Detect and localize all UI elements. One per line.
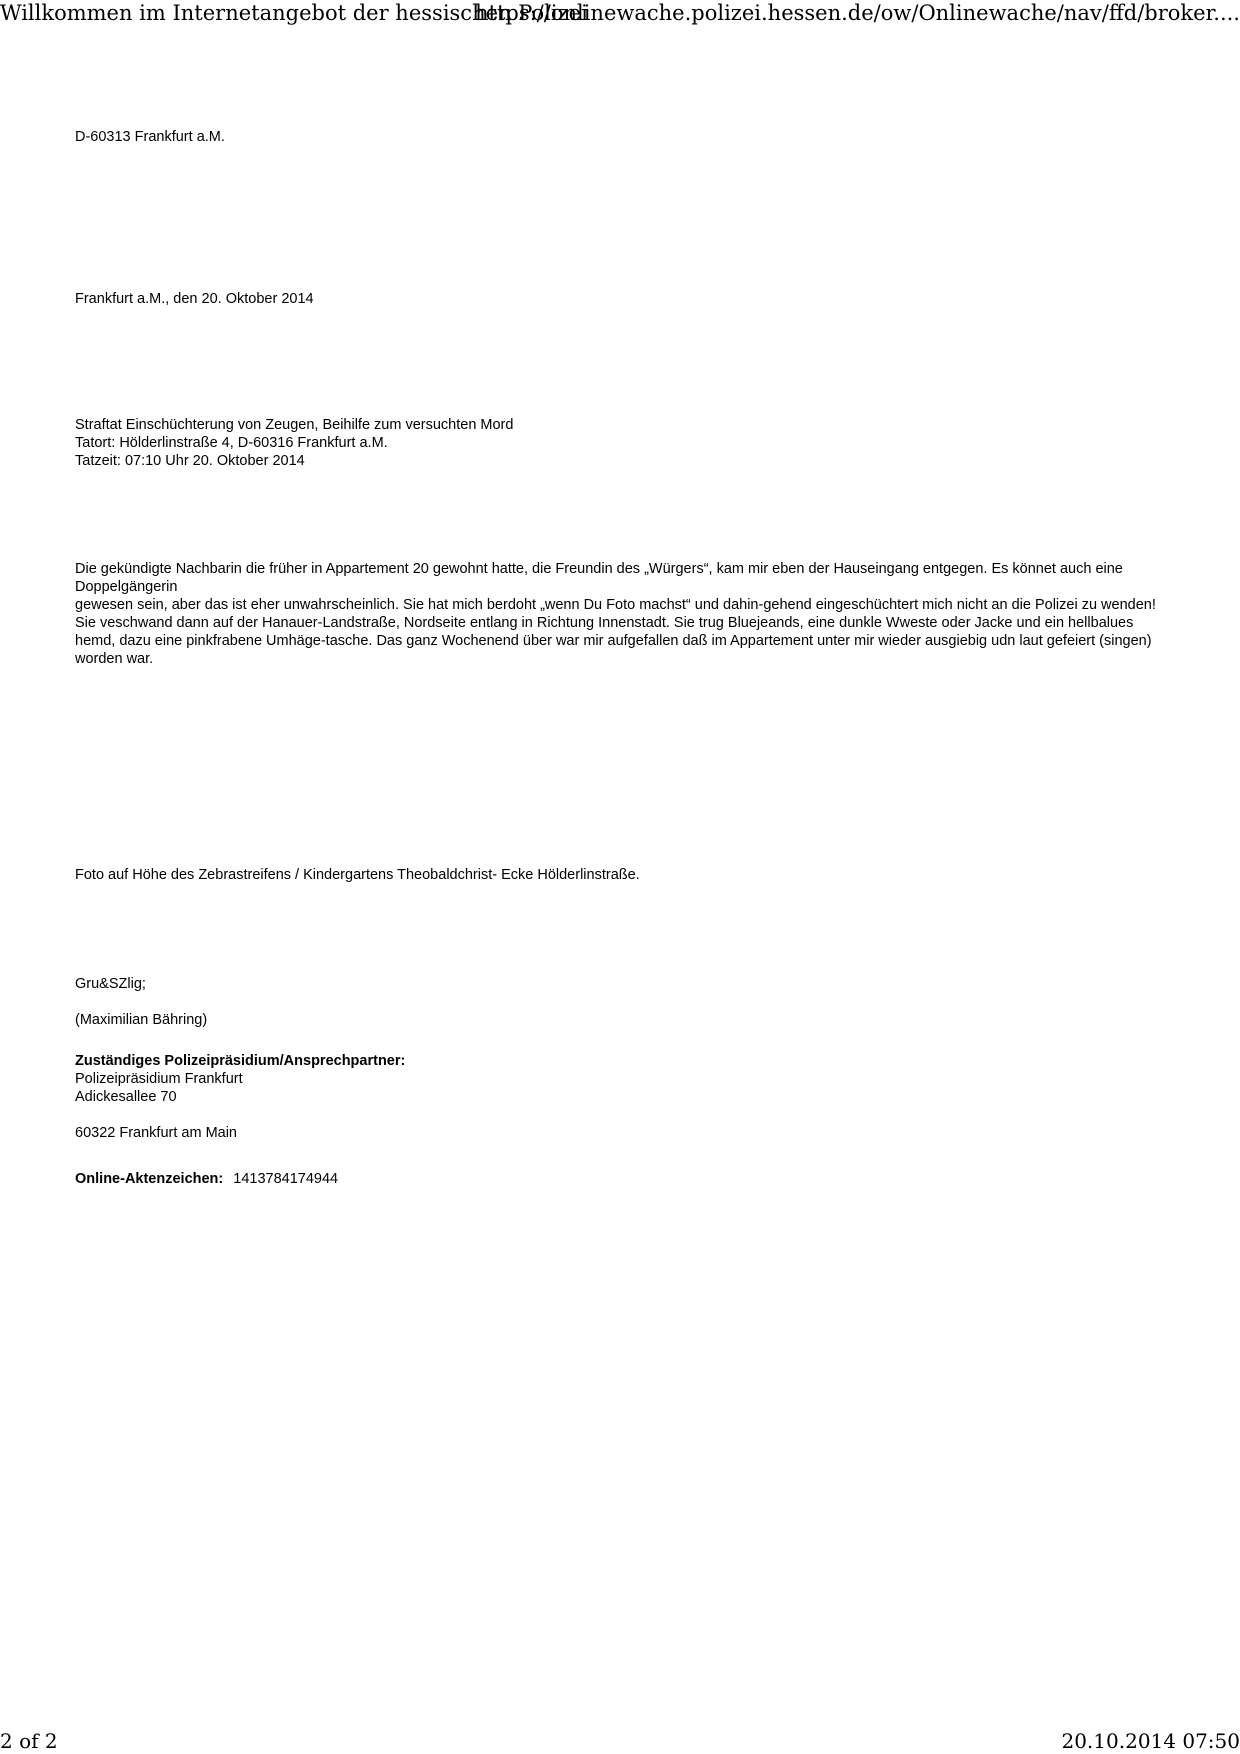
date-block [75,290,1175,308]
authority-city: 60322 Frankfurt am Main [75,1125,237,1141]
sender-city-block [75,128,1175,146]
offense-tatort: Tatort: Hölderlinstraße 4, D-60316 Frankfurt a.M. [75,435,388,451]
print-header-url: https://onlinewache.polizei.hessen.de/ow/Onlinewache/nav/ffd/broker.... [474,1,1240,25]
sender-city: D-60313 Frankfurt a.M. [75,129,225,145]
authority-heading: Zuständiges Polizeipräsidium/Ansprechpartner: [75,1053,406,1069]
reference-label: Online-Aktenzeichen: [75,1171,224,1187]
photo-note-block [75,866,1175,884]
description-block [75,560,1175,668]
photo-note: Foto auf Höhe des Zebrastreifens / Kindergartens Theobaldchrist- Ecke Hölderlinstraße. [75,867,640,883]
print-footer-datetime: 20.10.2014 07:50 [1061,1729,1240,1753]
description-line-2: gewesen sein, aber das ist eher unwahrscheinlich. Sie hat mich berdoht „wenn Du Foto machst“ und dahin-gehend eingeschüchtert mich nicht an die Polizei zu wenden! Sie veschwand dann auf der Hanauer-Landstraße, Nordseite entlang in Richtung Innenstadt. Sie trug Bluejeands, eine dunkle Wweste oder Jacke und ein hellbalues hemd, dazu eine pinkfrabene Umhäge-tasche. Das ganz Wochenend über war mir aufgefallen daß im Appartement unter mir wieder ausgiebig udn laut gefeiert (singen) worden war. [75,597,1156,667]
offense-tatzeit: Tatzeit: 07:10 Uhr 20. Oktober 2014 [75,453,305,469]
greeting: Gru&SZlig; [75,976,146,992]
reference-block [75,1170,1175,1188]
offense-block [75,416,1175,470]
authority-street: Adickesallee 70 [75,1089,177,1105]
signature: (Maximilian Bähring) [75,1012,208,1028]
authority-name: Polizeipräsidium Frankfurt [75,1071,243,1087]
print-footer-page: 2 of 2 [0,1729,58,1753]
closing-block [75,975,1175,1029]
authority-block [75,1052,1175,1142]
description-line-1: Die gekündigte Nachbarin die früher in Appartement 20 gewohnt hatte, die Freundin des „Würgers“, kam mir eben der Hauseingang entgegen. Es könnet auch eine Doppelgängerin [75,561,1123,595]
date-line: Frankfurt a.M., den 20. Oktober 2014 [75,291,314,307]
print-header-title: Willkommen im Internetangebot der hessischen Polizei [0,1,588,25]
offense-straftat: Straftat Einschüchterung von Zeugen, Beihilfe zum versuchten Mord [75,417,514,433]
reference-value: 1413784174944 [233,1171,339,1187]
